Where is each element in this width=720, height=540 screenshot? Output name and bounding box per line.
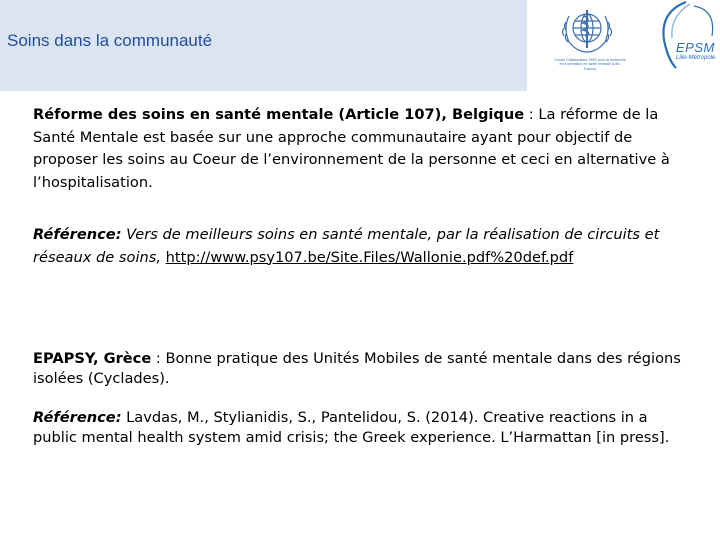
paragraph-greece <box>33 349 693 389</box>
paragraph-heading: EPAPSY, Grèce <box>33 350 152 367</box>
reference-link[interactable]: http://www.psy107.be/Site.Files/Wallonie.pdf%20def.pdf <box>165 248 574 266</box>
reference-body: Vers de meilleurs soins en santé mentale, par la réalisation de circuits et réseaux de soins, <box>33 226 660 266</box>
paragraph-body: La réforme de la Santé Mentale est basée sur une approche communautaire ayant pour objectif de proposer les soins au Coeur de l’environnement de la personne et ceci en alternative à l’hospitalisation. <box>33 106 670 191</box>
reference-label: Référence: <box>33 409 122 426</box>
paragraph-belgium <box>33 104 693 194</box>
epsm-name: EPSM <box>676 40 715 55</box>
paragraph-body: Bonne pratique des Unités Mobiles de santé mentale dans des régions isolées (Cyclades). <box>33 350 681 387</box>
epsm-logo-icon <box>646 0 718 78</box>
paragraph-heading: Réforme des soins en santé mentale (Article 107), Belgique <box>33 106 525 123</box>
who-caption: Centre Collaborateur OMS pour la recherche et la formation en santé mentale (Lille, France) <box>554 58 626 71</box>
reference-body: Lavdas, M., Stylianidis, S., Pantelidou, S. (2014). Creative reactions in a public mental health system amid crisis; the Greek experience. L’Harmattan [in press]. <box>33 409 670 446</box>
reference-label: Référence: <box>33 226 122 243</box>
reference-belgium <box>33 224 693 269</box>
separator: : <box>524 106 539 123</box>
page-title: Soins dans la communauté <box>7 31 213 50</box>
epsm-subtitle: Lille-Métropole <box>676 55 716 61</box>
reference-greece <box>33 408 693 448</box>
separator: : <box>151 350 166 367</box>
header-bar <box>0 0 527 91</box>
